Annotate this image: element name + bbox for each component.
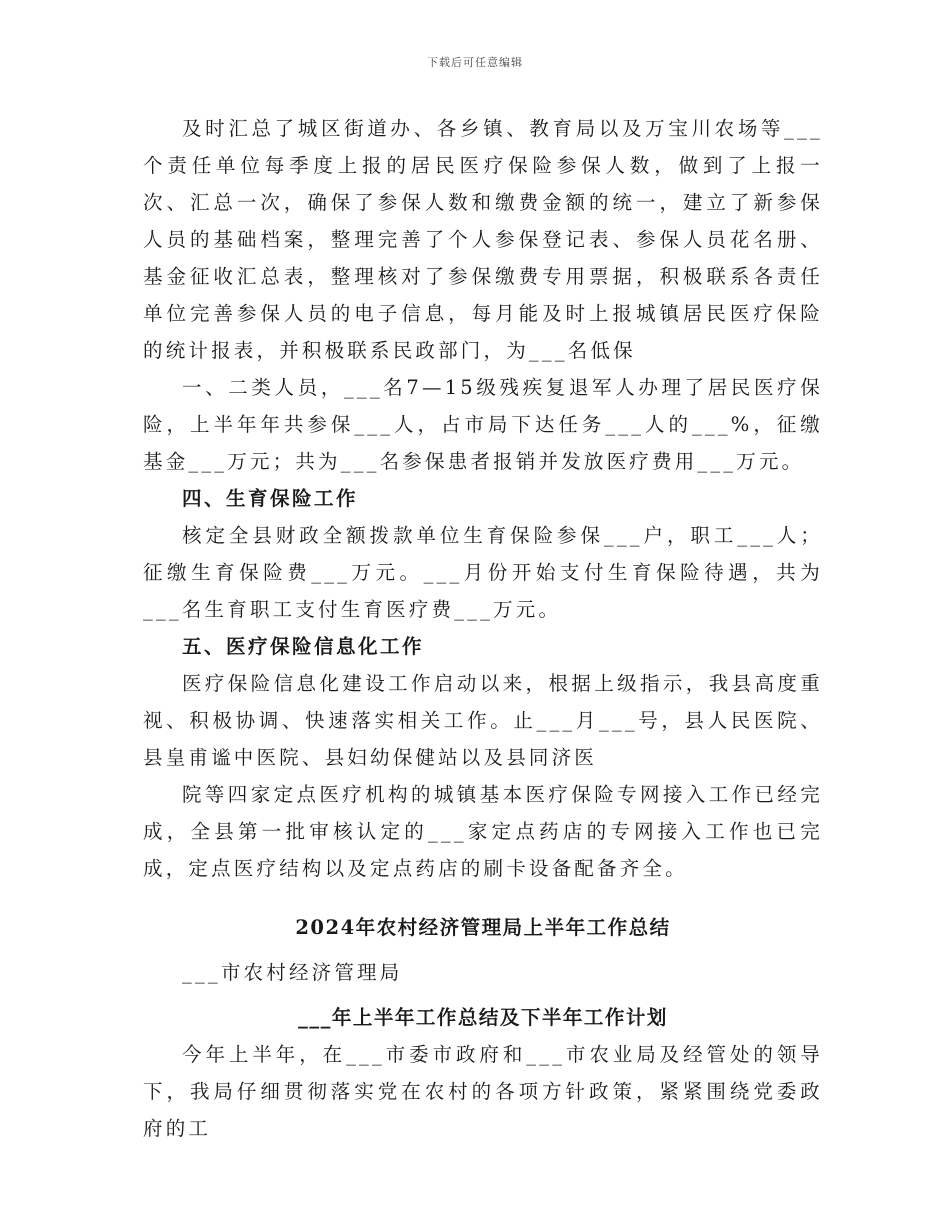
document-subtitle: ___年上半年工作总结及下半年工作计划 [298,1006,668,1029]
document-body [143,110,823,1147]
paragraph-3: 核定全县财政全额拨款单位生育保险参保___户，职工___人；征缴生育保险费___万元。___月份开始支付生育保险待遇，共为___名生育职工支付生育医疗费___万元。 [143,524,823,621]
page-header-note: 下载后可任意编辑 [427,56,523,69]
paragraph-2: 一、二类人员，___名7—15级残疾复退军人办理了居民医疗保险，上半年年共参保___人，占市局下达任务___人的___%，征缴基金___万元；共为___名参保患者报销并发放医疗费用___万元。 [143,376,823,473]
paragraph-5: 院等四家定点医疗机构的城镇基本医疗保险专网接入工作已经完成，全县第一批审核认定的___家定点药店的专网接入工作也已完成，定点医疗结构以及定点药店的刷卡设备配备齐全。 [143,783,823,880]
section-heading-5: 五、医疗保险信息化工作 [182,635,425,658]
paragraph-6: 今年上半年，在___市委市政府和___市农业局及经管处的领导下，我局仔细贯彻落实党在农村的各项方针政策，紧紧围绕党委政府的工 [143,1043,823,1140]
paragraph-4: 医疗保险信息化建设工作启动以来，根据上级指示，我县高度重视、积极协调、快速落实相关工作。止___月___号，县人民医院、县皇甫谧中医院、县妇幼保健站以及县同济医 [143,672,823,769]
document-title: 2024年农村经济管理局上半年工作总结 [295,916,671,939]
section-heading-4: 四、生育保险工作 [182,487,359,510]
paragraph-1: 及时汇总了城区街道办、各乡镇、教育局以及万宝川农场等___个责任单位每季度上报的居民医疗保险参保人数，做到了上报一次、汇总一次，确保了参保人数和缴费金额的统一，建立了新参保人员的基础档案，整理完善了个人参保登记表、参保人员花名册、基金征收汇总表，整理核对了参保缴费专用票据，积极联系各责任单位完善参保人员的电子信息，每月能及时上报城镇居民医疗保险的统计报表，并积极联系民政部门，为___名低保 [143,117,823,362]
organization-line: ___市农村经济管理局 [182,961,403,984]
